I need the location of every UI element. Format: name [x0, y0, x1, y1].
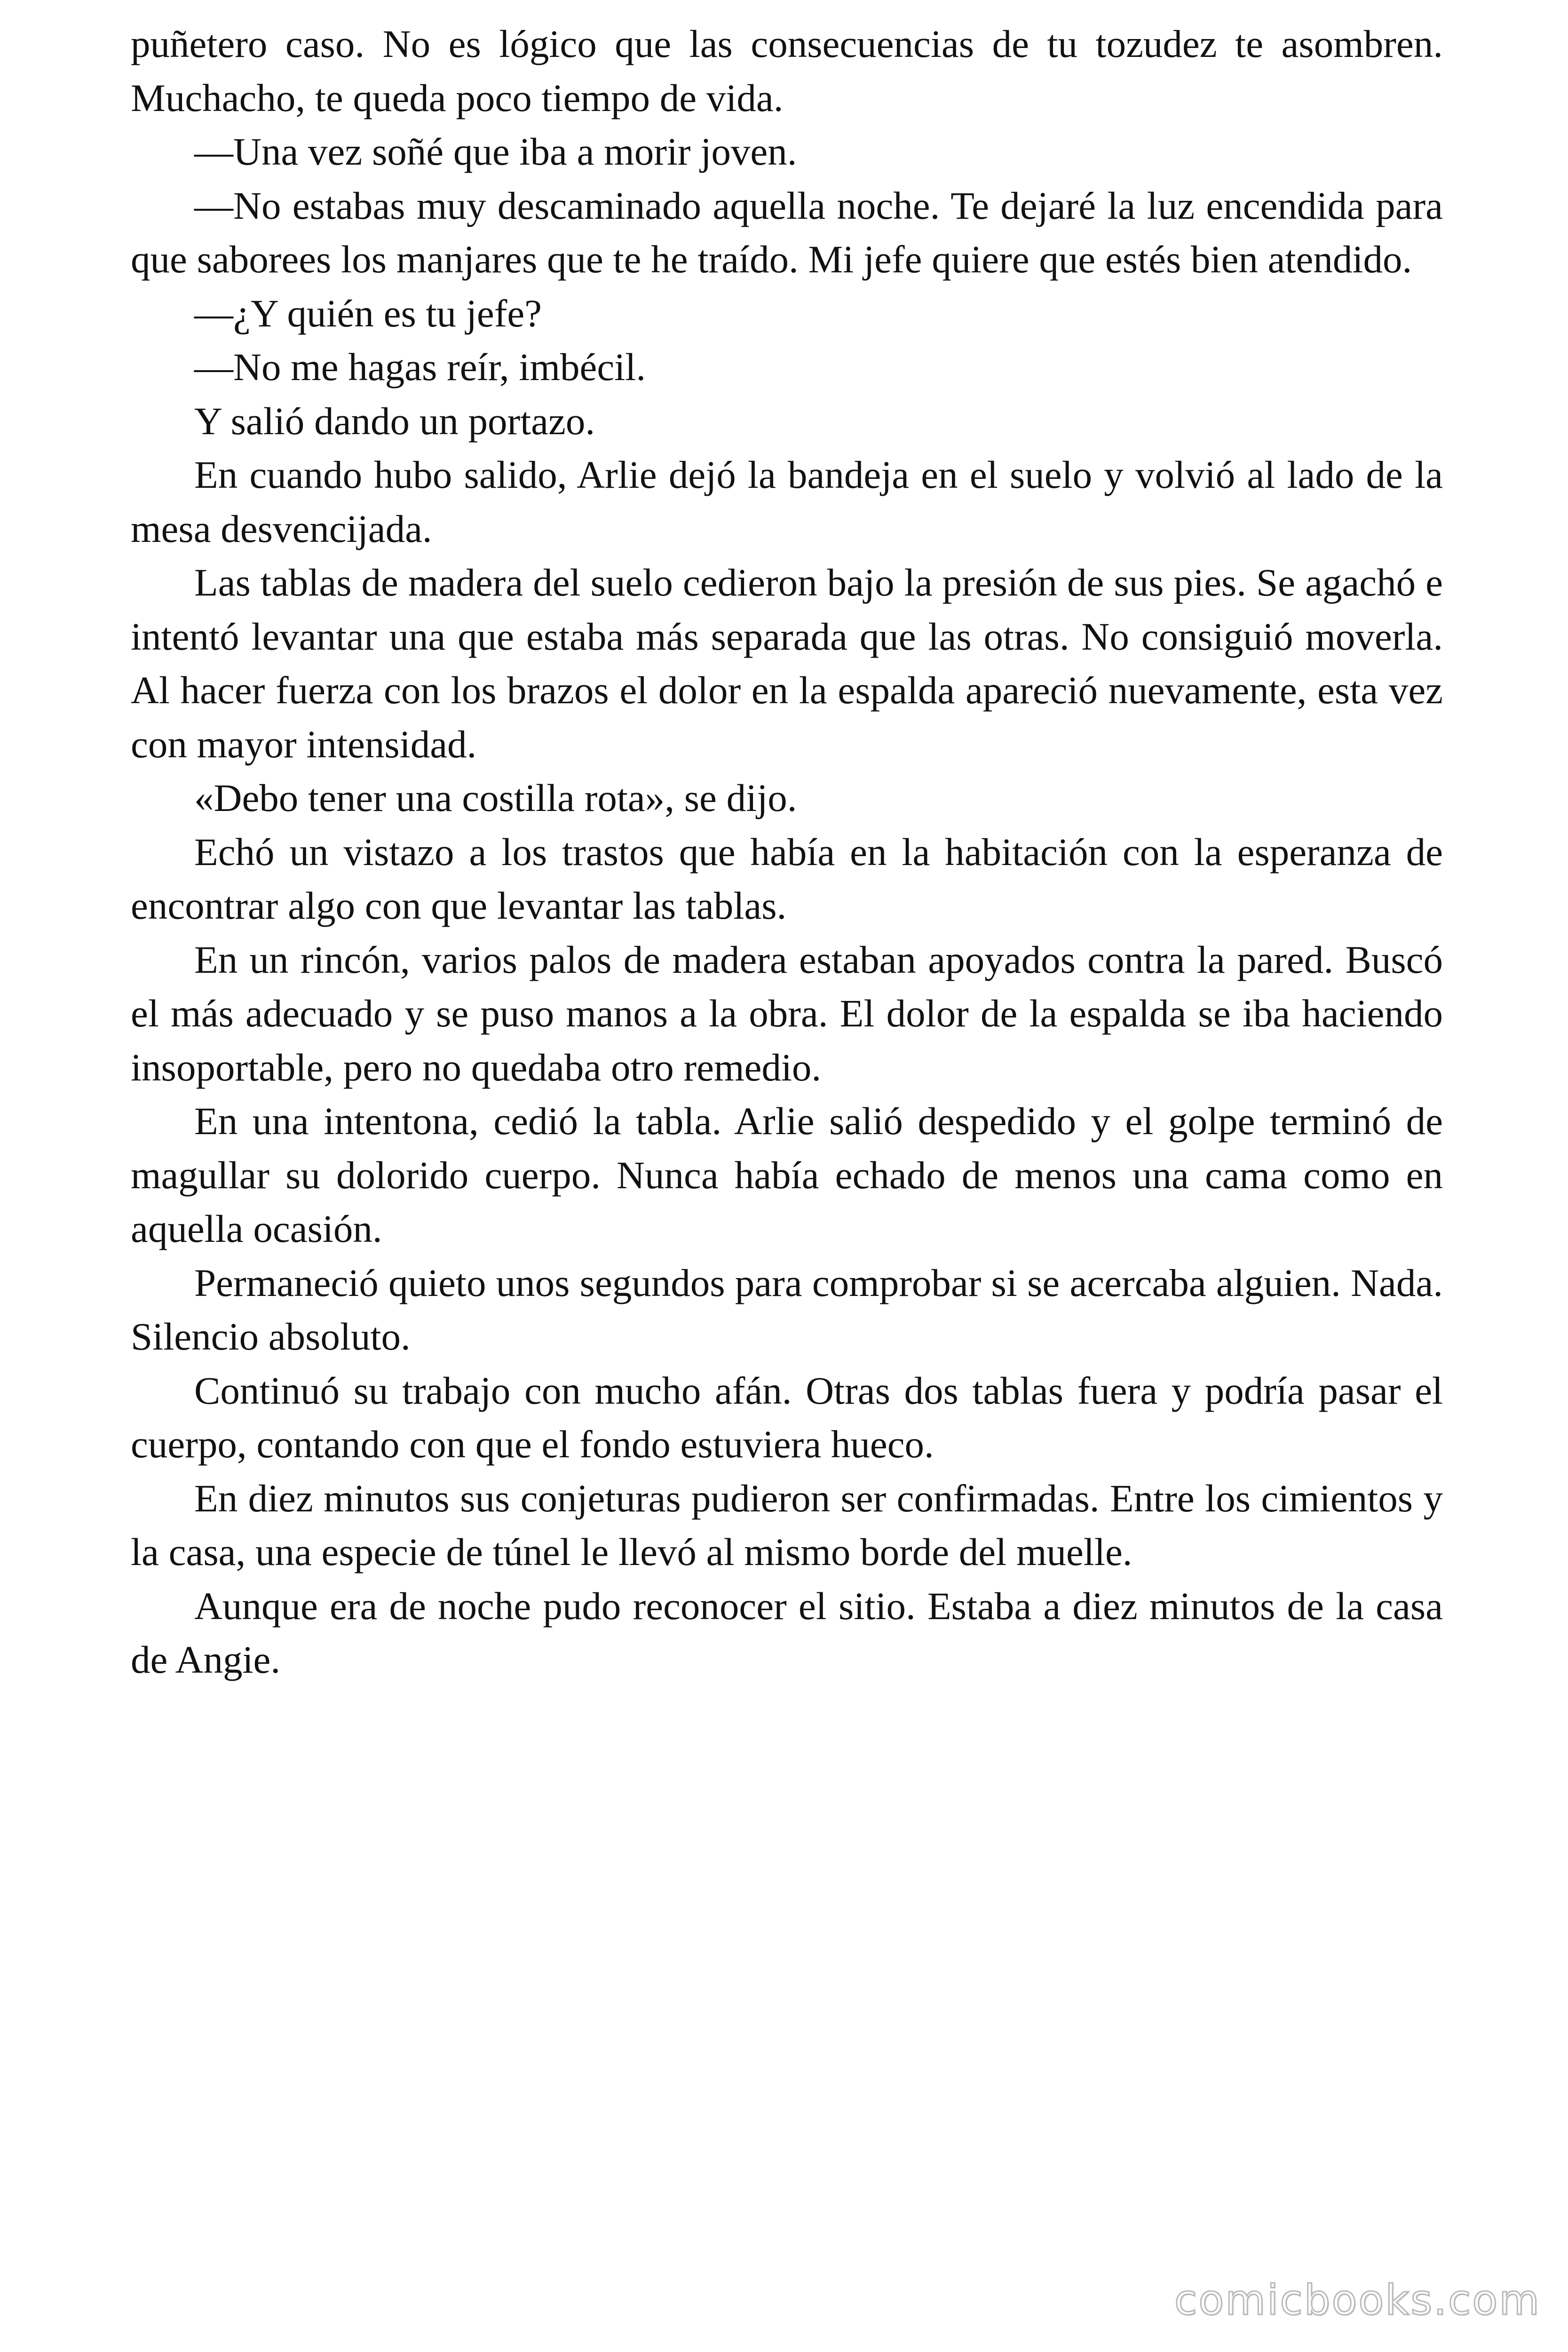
paragraph: Echó un vistazo a los trastos que había en la habitación con la esperanza de encontrar algo con que levantar las tablas. — [131, 830, 1443, 927]
paragraph: Las tablas de madera del suelo cedieron bajo la presión de sus pies. Se agachó e intentó levantar una que estaba más separada que las otras. No consiguió moverla. Al hacer fuerza con los brazos el dolor en la espalda apareció nuevamente, esta vez con mayor intensidad. — [131, 561, 1443, 766]
paragraph: —No estabas muy descaminado aquella noche. Te dejaré la luz encendida para que saborees los manjares que te he traído. Mi jefe quiere que estés bien atendido. — [131, 183, 1443, 281]
watermark: comicbooks.com — [1174, 2276, 1541, 2324]
paragraph: —Una vez soñé que iba a morir joven. — [194, 130, 797, 173]
paragraph: —¿Y quién es tu jefe? — [194, 291, 542, 335]
paragraph: —No me hagas reír, imbécil. — [194, 345, 646, 389]
paragraph: En un rincón, varios palos de madera estaban apoyados contra la pared. Buscó el más adecuado y se puso manos a la obra. El dolor de la espalda se iba haciendo insoportable, pero no quedaba otro remedio. — [131, 938, 1443, 1089]
paragraph: Permaneció quieto unos segundos para comprobar si se acercaba alguien. Nada. Silencio absoluto. — [131, 1261, 1443, 1358]
paragraph: En cuando hubo salido, Arlie dejó la bandeja en el suelo y volvió al lado de la mesa desvencijada. — [131, 453, 1443, 550]
paragraph: Aunque era de noche pudo reconocer el sitio. Estaba a diez minutos de la casa de Angie. — [131, 1584, 1443, 1681]
paragraph: En una intentona, cedió la tabla. Arlie salió despedido y el golpe terminó de magullar su dolorido cuerpo. Nunca había echado de menos una cama como en aquella ocasión. — [131, 1099, 1443, 1250]
paragraph: Y salió dando un portazo. — [194, 399, 595, 443]
paragraph: Continuó su trabajo con mucho afán. Otras dos tablas fuera y podría pasar el cuerpo, contando con que el fondo estuviera hueco. — [131, 1368, 1443, 1466]
paragraph: «Debo tener una costilla rota», se dijo. — [194, 776, 797, 819]
paragraph: En diez minutos sus conjeturas pudieron ser confirmadas. Entre los cimientos y la casa, una especie de túnel le llevó al mismo borde del muelle. — [131, 1476, 1443, 1573]
body-text — [131, 17, 1443, 1687]
paragraph: puñetero caso. No es lógico que las consecuencias de tu tozudez te asombren. Muchacho, te queda poco tiempo de vida. — [131, 22, 1443, 119]
